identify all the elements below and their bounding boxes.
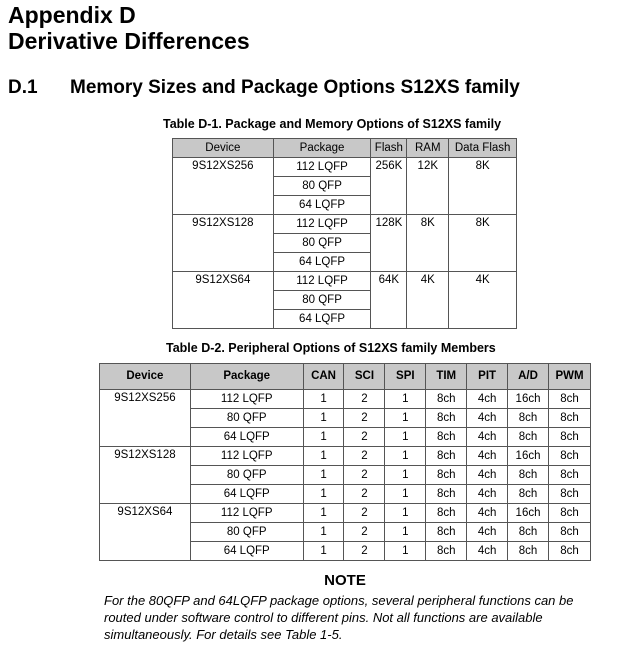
appendix-title <box>8 2 250 54</box>
spi-cell: 1 <box>385 523 426 542</box>
ad-cell: 16ch <box>508 390 549 409</box>
table-header-row <box>173 139 517 158</box>
package-cell: 64 LQFP <box>190 485 303 504</box>
tim-cell: 8ch <box>426 390 467 409</box>
pit-cell: 4ch <box>467 390 508 409</box>
flash-cell: 128K <box>371 215 407 272</box>
peripheral-options-table <box>99 363 591 561</box>
appendix-title-line2: Derivative Differences <box>8 28 250 54</box>
section-number: D.1 <box>8 77 38 98</box>
sci-cell: 2 <box>344 409 385 428</box>
column-header: SCI <box>344 364 385 390</box>
package-cell: 64 LQFP <box>273 310 371 329</box>
column-header: Device <box>173 139 274 158</box>
ad-cell: 8ch <box>508 428 549 447</box>
package-cell: 112 LQFP <box>190 390 303 409</box>
sci-cell: 2 <box>344 447 385 466</box>
package-cell: 80 QFP <box>273 177 371 196</box>
ad-cell: 16ch <box>508 504 549 523</box>
package-cell: 112 LQFP <box>190 447 303 466</box>
column-header: TIM <box>426 364 467 390</box>
pit-cell: 4ch <box>467 485 508 504</box>
table-row <box>100 504 591 523</box>
package-cell: 64 LQFP <box>273 196 371 215</box>
tim-cell: 8ch <box>426 466 467 485</box>
spi-cell: 1 <box>385 409 426 428</box>
sci-cell: 2 <box>344 390 385 409</box>
table-row <box>100 447 591 466</box>
sci-cell: 2 <box>344 466 385 485</box>
spi-cell: 1 <box>385 390 426 409</box>
can-cell: 1 <box>303 504 344 523</box>
spi-cell: 1 <box>385 485 426 504</box>
device-cell: 9S12XS256 <box>100 390 191 447</box>
pwm-cell: 8ch <box>548 447 590 466</box>
section-heading <box>8 76 520 100</box>
column-header: Flash <box>371 139 407 158</box>
table-row <box>173 158 517 177</box>
ad-cell: 8ch <box>508 409 549 428</box>
package-cell: 64 LQFP <box>273 253 371 272</box>
appendix-title-line1: Appendix D <box>8 2 136 28</box>
package-cell: 80 QFP <box>190 523 303 542</box>
can-cell: 1 <box>303 485 344 504</box>
column-header: Package <box>273 139 371 158</box>
pit-cell: 4ch <box>467 428 508 447</box>
package-cell: 112 LQFP <box>273 158 371 177</box>
ram-cell: 12K <box>407 158 449 215</box>
package-cell: 80 QFP <box>273 291 371 310</box>
spi-cell: 1 <box>385 466 426 485</box>
column-header: PWM <box>548 364 590 390</box>
table1-caption: Table D-1. Package and Memory Options of S12XS family <box>163 117 502 131</box>
table-row <box>100 390 591 409</box>
can-cell: 1 <box>303 447 344 466</box>
package-cell: 112 LQFP <box>273 272 371 291</box>
pwm-cell: 8ch <box>548 485 590 504</box>
flash-cell: 64K <box>371 272 407 329</box>
pwm-cell: 8ch <box>548 542 590 561</box>
data-flash-cell: 8K <box>449 215 517 272</box>
pit-cell: 4ch <box>467 466 508 485</box>
pwm-cell: 8ch <box>548 390 590 409</box>
package-cell: 64 LQFP <box>190 428 303 447</box>
ram-cell: 8K <box>407 215 449 272</box>
data-flash-cell: 4K <box>449 272 517 329</box>
pwm-cell: 8ch <box>548 466 590 485</box>
tim-cell: 8ch <box>426 485 467 504</box>
package-cell: 112 LQFP <box>273 215 371 234</box>
pwm-cell: 8ch <box>548 504 590 523</box>
tim-cell: 8ch <box>426 428 467 447</box>
tim-cell: 8ch <box>426 542 467 561</box>
table-header-row <box>100 364 591 390</box>
data-flash-cell: 8K <box>449 158 517 215</box>
spi-cell: 1 <box>385 447 426 466</box>
can-cell: 1 <box>303 390 344 409</box>
ad-cell: 8ch <box>508 523 549 542</box>
column-header: Data Flash <box>449 139 517 158</box>
spi-cell: 1 <box>385 504 426 523</box>
package-memory-table <box>172 138 517 329</box>
ad-cell: 8ch <box>508 485 549 504</box>
pit-cell: 4ch <box>467 504 508 523</box>
pit-cell: 4ch <box>467 542 508 561</box>
table-row <box>173 215 517 234</box>
package-cell: 80 QFP <box>190 466 303 485</box>
package-cell: 64 LQFP <box>190 542 303 561</box>
column-header: RAM <box>407 139 449 158</box>
tim-cell: 8ch <box>426 523 467 542</box>
sci-cell: 2 <box>344 542 385 561</box>
column-header: CAN <box>303 364 344 390</box>
device-cell: 9S12XS64 <box>173 272 274 329</box>
spi-cell: 1 <box>385 428 426 447</box>
pwm-cell: 8ch <box>548 523 590 542</box>
can-cell: 1 <box>303 409 344 428</box>
ad-cell: 16ch <box>508 447 549 466</box>
can-cell: 1 <box>303 428 344 447</box>
pit-cell: 4ch <box>467 409 508 428</box>
device-cell: 9S12XS128 <box>173 215 274 272</box>
ram-cell: 4K <box>407 272 449 329</box>
table-row <box>173 272 517 291</box>
pit-cell: 4ch <box>467 447 508 466</box>
pwm-cell: 8ch <box>548 409 590 428</box>
pwm-cell: 8ch <box>548 428 590 447</box>
note-heading: NOTE <box>324 572 366 589</box>
sci-cell: 2 <box>344 504 385 523</box>
package-cell: 80 QFP <box>273 234 371 253</box>
tim-cell: 8ch <box>426 504 467 523</box>
section-title: Memory Sizes and Package Options S12XS family <box>70 77 520 98</box>
column-header: PIT <box>467 364 508 390</box>
pit-cell: 4ch <box>467 523 508 542</box>
spi-cell: 1 <box>385 542 426 561</box>
column-header: Package <box>190 364 303 390</box>
flash-cell: 256K <box>371 158 407 215</box>
package-cell: 112 LQFP <box>190 504 303 523</box>
can-cell: 1 <box>303 542 344 561</box>
column-header: SPI <box>385 364 426 390</box>
sci-cell: 2 <box>344 428 385 447</box>
device-cell: 9S12XS256 <box>173 158 274 215</box>
ad-cell: 8ch <box>508 542 549 561</box>
can-cell: 1 <box>303 466 344 485</box>
package-cell: 80 QFP <box>190 409 303 428</box>
ad-cell: 8ch <box>508 466 549 485</box>
device-cell: 9S12XS128 <box>100 447 191 504</box>
sci-cell: 2 <box>344 485 385 504</box>
sci-cell: 2 <box>344 523 385 542</box>
tim-cell: 8ch <box>426 409 467 428</box>
can-cell: 1 <box>303 523 344 542</box>
device-cell: 9S12XS64 <box>100 504 191 561</box>
tim-cell: 8ch <box>426 447 467 466</box>
column-header: A/D <box>508 364 549 390</box>
column-header: Device <box>100 364 191 390</box>
table2-caption: Table D-2. Peripheral Options of S12XS family Members <box>166 341 496 355</box>
note-text: For the 80QFP and 64LQFP package options, several peripheral functions can be routed under software control to different pins. Not all functions are available simultaneously. For details see Table 1-5. <box>104 593 574 642</box>
